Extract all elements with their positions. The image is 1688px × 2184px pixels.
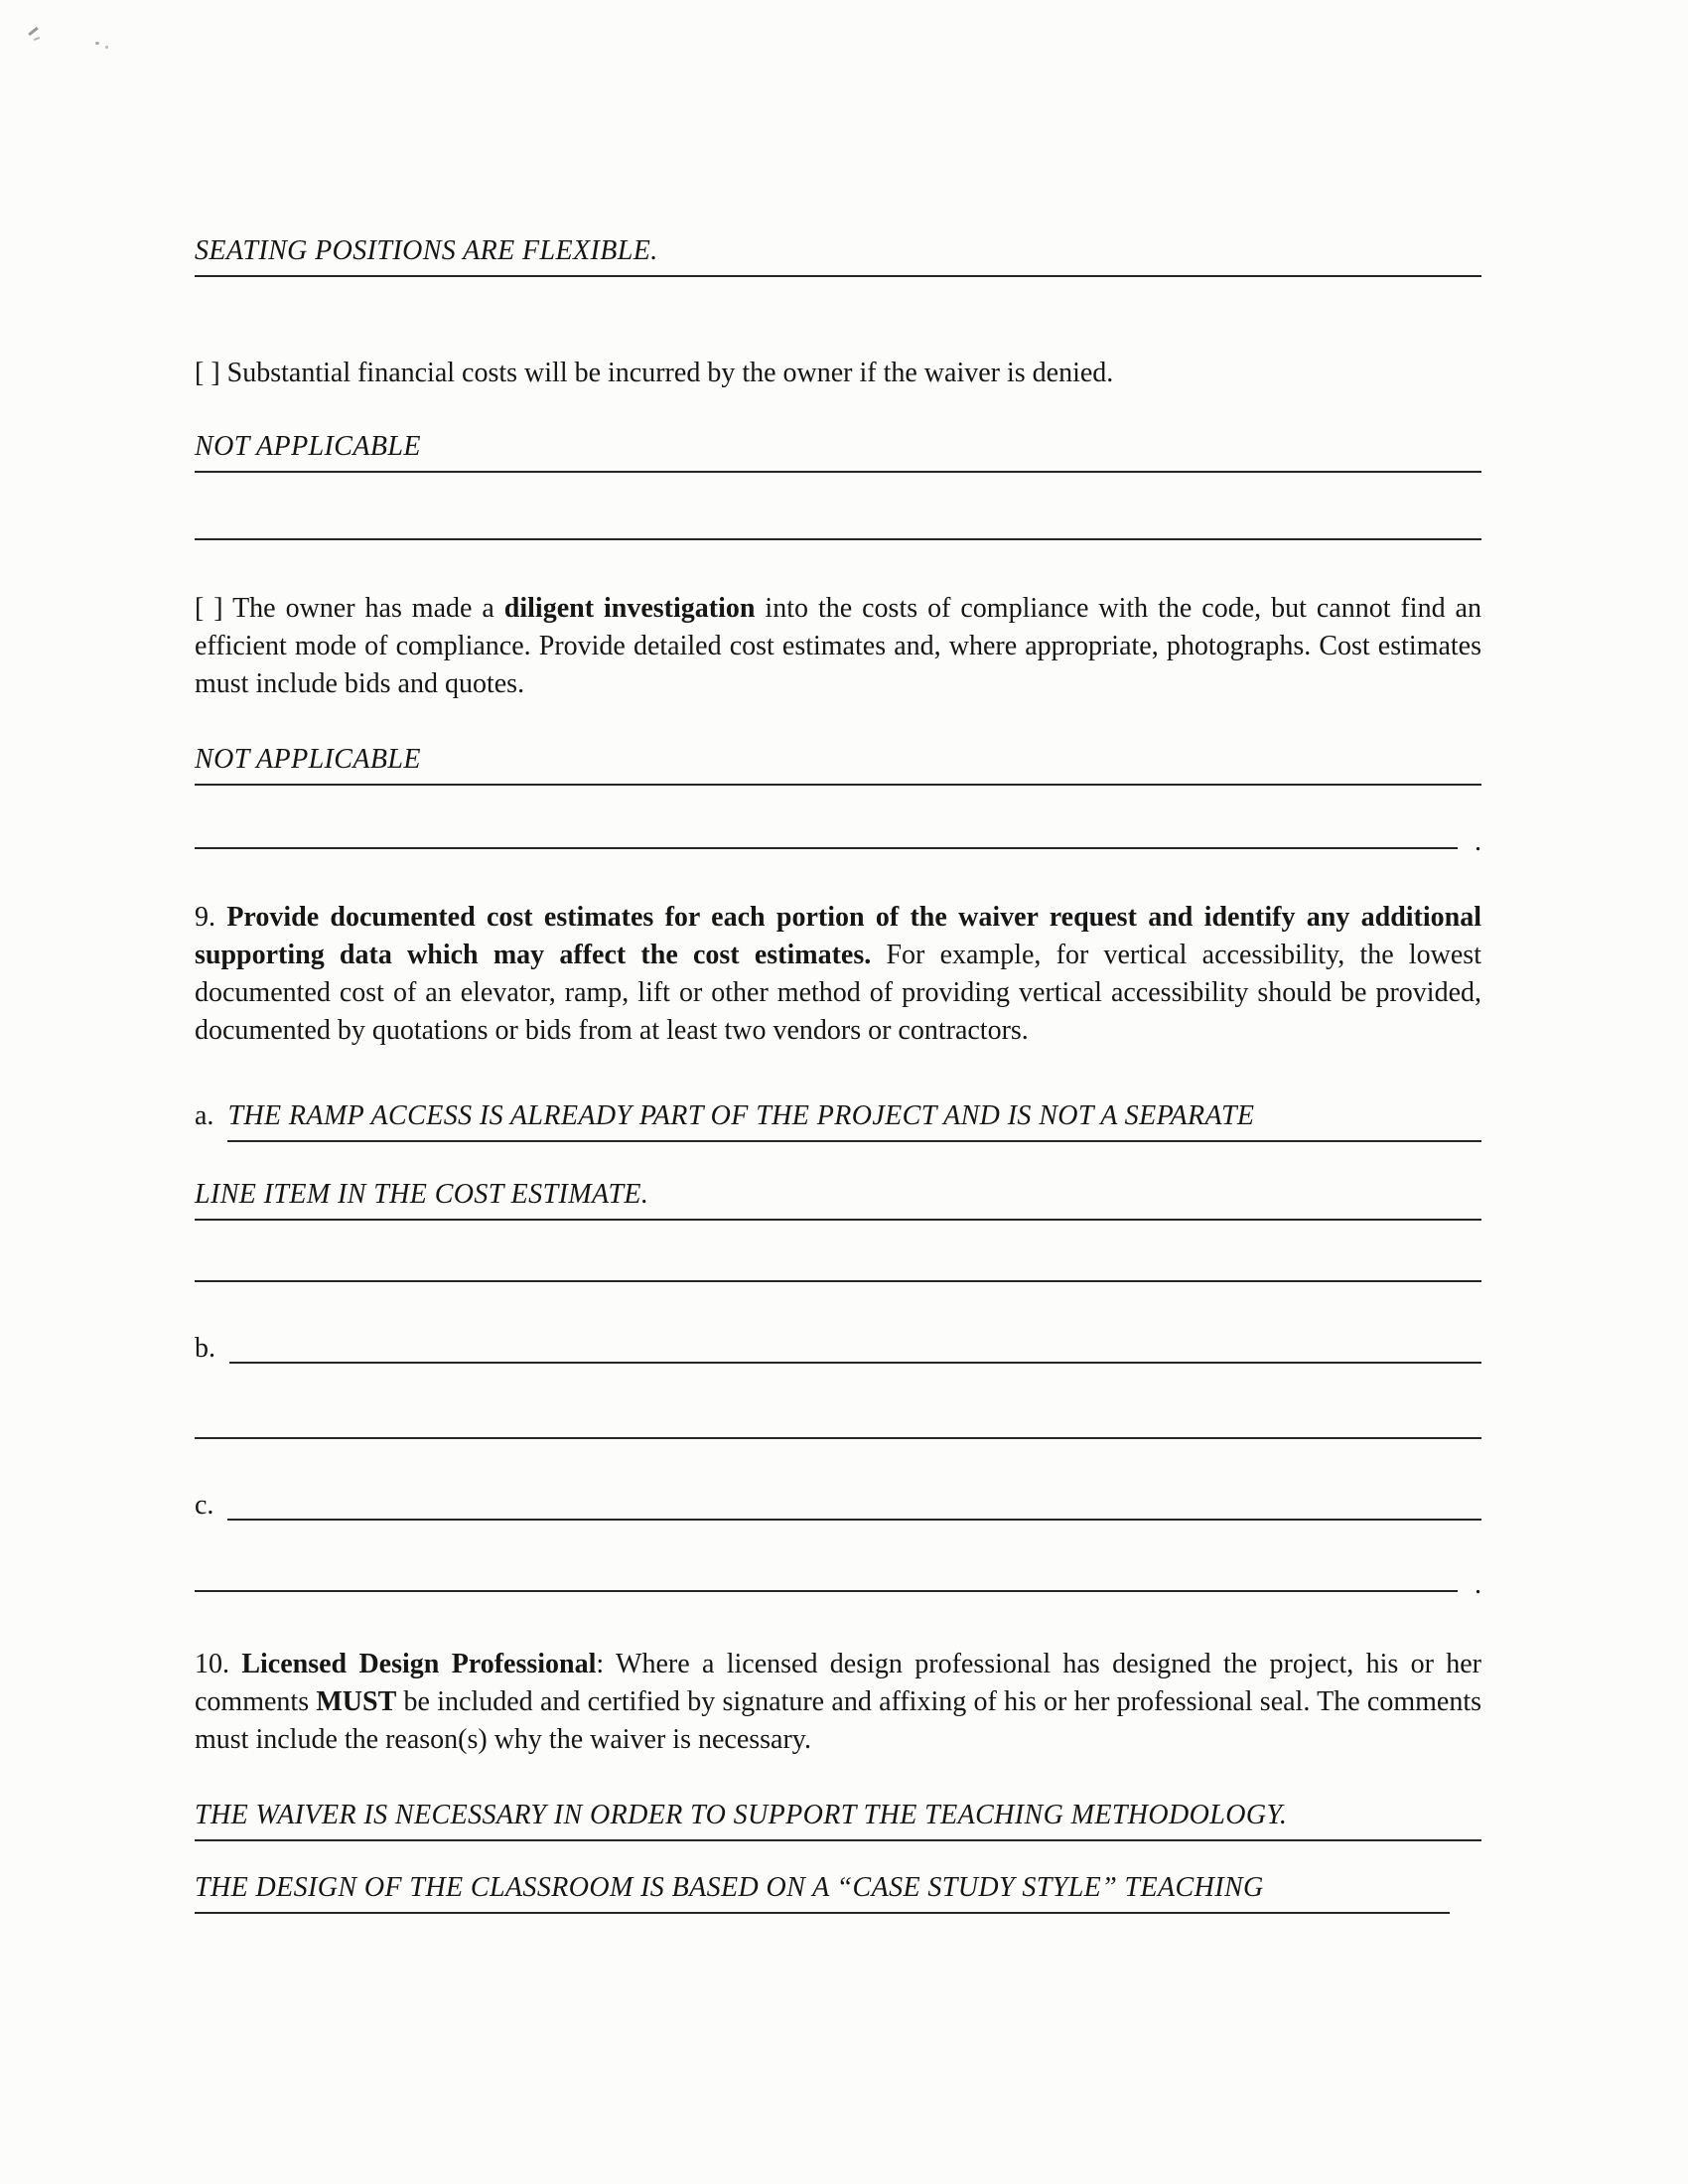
scan-artifact [28,27,39,36]
paragraph-text: be included and certified by signature and affixing of his or her professional seal. The comments must include the reason(s) why the waiver is necessary. [195,1686,1482,1755]
answer-line [227,1099,1481,1142]
scan-artifact [105,46,108,49]
answer-text: NOT APPLICABLE [195,431,421,462]
paragraph-text: Substantial financial costs will be incurred by the owner if the waiver is denied. [226,358,1114,388]
answer-item-10-line-2 [195,1871,1450,1914]
ruled-line [195,1280,1481,1282]
ruled-line [227,1519,1481,1521]
bold-text: Provide documented cost estimates for each portion of the waiver request and identify any additional supporting data which may affect the cost estimates. [195,902,1481,970]
paragraph-text: The owner has made a [232,593,504,624]
paragraph-text: : Where a licensed design professional has designed the project, his or her comments [195,1649,1482,1717]
paragraph-financial-costs [195,355,1481,392]
paragraph-item-10 [195,1646,1481,1759]
answer-diligent-investigation [195,743,1481,786]
answer-text: NOT APPLICABLE [195,744,421,775]
document-content [195,0,1481,1914]
item-9c-row [195,1489,1481,1523]
ruled-line [195,538,1481,540]
answer-text: SEATING POSITIONS ARE FLEXIBLE. [195,235,658,266]
trailing-period: . [1475,826,1481,857]
trailing-period: . [1475,1569,1481,1600]
item-number: 9. [195,902,227,933]
blank-response-line [195,1433,1481,1439]
item-9a-row [195,1099,1481,1142]
item-label: b. [195,1333,215,1364]
answer-seating-positions [195,234,1481,277]
answer-financial-costs [195,430,1481,473]
item-9a-row-continued [195,1178,1481,1221]
bold-text: diligent investigation [503,593,756,624]
item-9b-row [195,1332,1481,1366]
checkbox-diligent-investigation: [ ] [195,593,233,624]
bold-text: MUST [316,1686,397,1717]
ruled-line [195,1590,1458,1592]
answer-text: LINE ITEM IN THE COST ESTIMATE. [195,1179,649,1210]
blank-response-line [195,1569,1481,1600]
blank-response-line [195,826,1481,857]
item-number: 10. [195,1649,242,1679]
item-label: a. [195,1100,214,1131]
answer-item-10-line-1 [195,1799,1481,1841]
paragraph-text: into the costs of compliance with the code, but cannot find an efficient mode of compliance. Provide detailed cost estimates and, where appropriate, photographs. Cost estimates must include bids and quotes. [195,593,1481,699]
blank-response-line [195,534,1481,540]
answer-text: THE DESIGN OF THE CLASSROOM IS BASED ON A “CASE STUDY STYLE” TEACHING [195,1872,1264,1903]
ruled-line [195,847,1458,849]
scan-artifact [95,42,99,45]
ruled-line [229,1362,1481,1364]
paragraph-item-9 [195,899,1481,1050]
scan-artifact [34,37,40,41]
answer-text: THE RAMP ACCESS IS ALREADY PART OF THE PROJECT AND IS NOT A SEPARATE [227,1100,1255,1131]
ruled-line [195,1437,1481,1439]
answer-text: THE WAIVER IS NECESSARY IN ORDER TO SUPPORT THE TEACHING METHODOLOGY. [195,1800,1288,1830]
paragraph-text: For example, for vertical accessibility, the lowest documented cost of an elevator, ramp, lift or other method of providing vertical accessibility should be provided, documented by quotations or bids from at least two vendors or contractors. [195,940,1481,1046]
bold-text: Licensed Design Professional [241,1649,597,1679]
checkbox-financial-costs: [ ] [195,358,227,388]
blank-response-line [195,1276,1481,1282]
paragraph-diligent-investigation [195,590,1481,703]
item-label: c. [195,1490,214,1521]
